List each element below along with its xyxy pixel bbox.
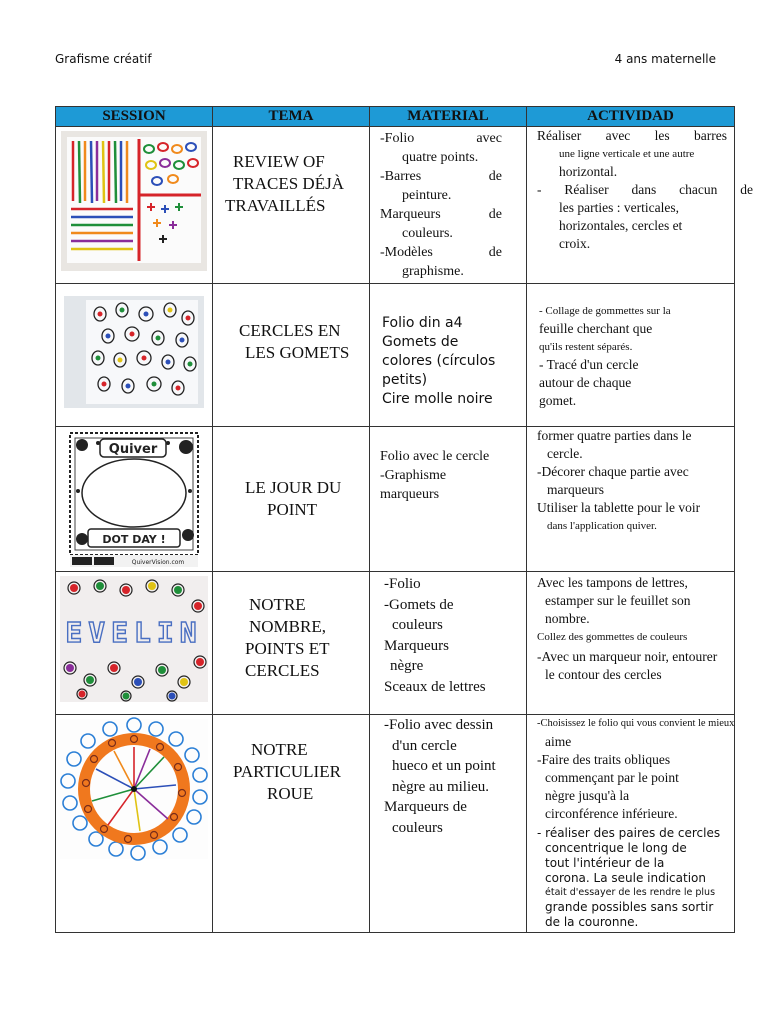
material-cell: Folio din a4 Gomets de colores (círculos petits) Cire molle noire [370,284,527,427]
material-cell: -Folio -Gomets de couleurs Marqueurs nègre Sceaux de lettres [370,572,527,715]
document-header [55,52,720,72]
table-row [56,427,735,572]
quiver-logo-text: Quiver [108,442,158,457]
quiver-dot-day-coloring-sheet [68,431,200,567]
header-class-level: 4 ans maternelle [614,52,716,66]
activity-cell: Réaliser avec les barres une ligne verticale et une autre horizontal. - Réaliser dans chacun de les parties : verticales, horizontales, cercles et croix. [527,127,735,284]
name-letters-and-dots-artwork [60,576,208,702]
session-image-cell [56,127,213,284]
quiver-url-text: QuiverVision.com [131,559,185,566]
column-header-tema: TEMA [213,107,370,127]
table-header-row [56,107,735,127]
dot-stickers-with-circles-artwork [64,296,204,408]
table-row [56,127,735,284]
session-image-cell [56,427,213,572]
tema-cell: NOTRE NOMBRE, POINTS ET CERCLES [213,572,370,715]
session-image-cell [56,572,213,715]
activity-cell: -Choisissez le folio qui vous convient le mieux aime -Faire des traits obliques commençant par le point nègre jusqu'à la circonférence inférieure. - réaliser des paires de cercles concentrique le long de tout l'intérieur de la corona. La seule indication était d'essayer de les rendre le plus grande possibles sans sortir de la couronne. [527,715,735,933]
tema-cell: NOTRE PARTICULIER ROUE [213,715,370,933]
sessions-table [55,106,753,933]
activity-cell: - Collage de gommettes sur la feuille cherchant que qu'ils restent séparés. - Tracé d'un cercle autour de chaque gomet. [527,284,735,427]
header-title: Grafisme créatif [55,52,152,66]
material-cell: Folio avec le cercle -Graphisme marqueurs [370,427,527,572]
decorated-wheel-artwork [60,719,208,859]
table-row [56,572,735,715]
material-cell: -Folio avec quatre points. -Barres de peinture. Marqueurs de couleurs. -Modèles de graphisme. [370,127,527,284]
session-image-cell [56,284,213,427]
activity-cell: Avec les tampons de lettres, estamper sur le feuillet son nombre. Collez des gommettes de couleurs -Avec un marqueur noir, entourer le contour des cercles [527,572,735,715]
tema-cell: LE JOUR DU POINT [213,427,370,572]
column-header-session: SESSION [56,107,213,127]
column-header-material: MATERIAL [370,107,527,127]
dot-day-banner-text: DOT DAY ! [102,533,166,546]
session-image-cell [56,715,213,933]
tema-cell: REVIEW OF TRACES DÉJÀ TRAVAILLÉS [213,127,370,284]
column-header-actividad: ACTIVIDAD [527,107,735,127]
stamped-name-text: EVELIN [65,616,203,649]
activity-cell: former quatre parties dans le cercle. -Décorer chaque partie avec marqueurs Utiliser la tablette pour le voir dans l'application quiver. [527,427,735,572]
table-row [56,284,735,427]
material-cell: -Folio avec dessin d'un cercle hueco et un point nègre au milieu. Marqueurs de couleurs [370,715,527,933]
table-row [56,715,735,933]
tema-cell: CERCLES EN LES GOMETS [213,284,370,427]
colored-lines-and-circles-artwork [61,131,207,271]
